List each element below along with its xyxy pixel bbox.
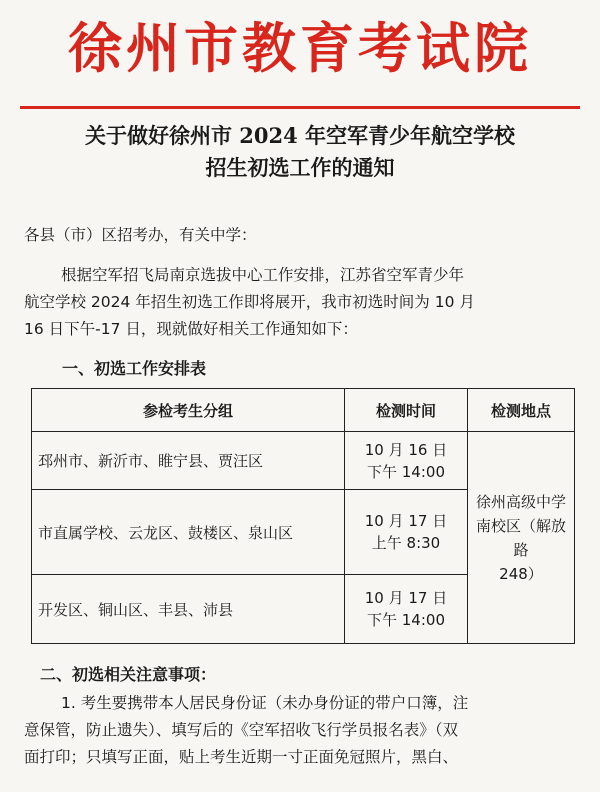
schedule-table xyxy=(31,388,575,644)
location-line-2: 南校区（解放路 xyxy=(475,516,566,559)
note-1-line-3: 面打印；只填写正面，贴上考生近期一寸正面免冠照片，黑白、 xyxy=(24,748,459,766)
row-date: 10 月 17 日 xyxy=(364,512,448,530)
intro-line-3: 16 日下午-17 日，现就做好相关工作通知如下： xyxy=(24,320,358,338)
row-date: 10 月 17 日 xyxy=(364,589,448,607)
notes-paragraph xyxy=(24,690,584,771)
document-title xyxy=(0,120,600,184)
section-1-heading: 一、初选工作安排表 xyxy=(62,359,207,378)
salutation: 各县（市）区招考办，有关中学： xyxy=(24,226,257,244)
table-row xyxy=(32,432,575,490)
title-line-1: 关于做好徐州市 2024 年空军青少年航空学校 xyxy=(84,123,516,148)
row-hour: 上午 8:30 xyxy=(371,534,441,552)
row-hour: 下午 14:00 xyxy=(367,462,445,481)
intro-line-1: 根据空军招飞局南京选拔中心工作安排，江苏省空军青少年 xyxy=(61,266,465,284)
note-1-line-2: 意保管，防止遗失）、填写后的《空军招收飞行学员报名表》（双 xyxy=(24,721,459,739)
row-time xyxy=(345,575,468,644)
title-line-2: 招生初选工作的通知 xyxy=(205,155,395,180)
row-group: 市直属学校、云龙区、鼓楼区、泉山区 xyxy=(32,490,345,575)
header-time: 检测时间 xyxy=(345,389,468,432)
letterhead-divider xyxy=(20,106,580,109)
row-time xyxy=(345,490,468,575)
row-group: 邳州市、新沂市、睢宁县、贾汪区 xyxy=(32,432,345,490)
location-cell xyxy=(468,432,575,644)
row-group: 开发区、铜山区、丰县、沛县 xyxy=(32,575,345,644)
row-date: 10 月 16 日 xyxy=(364,440,448,459)
intro-line-2: 航空学校 2024 年招生初选工作即将展开，我市初选时间为 10 月 xyxy=(24,293,475,311)
note-1-line-1: 1. 考生要携带本人居民身份证（未办身份证的带户口簿，注 xyxy=(61,694,469,712)
letterhead xyxy=(0,8,600,88)
location-line-3: 248） xyxy=(499,564,543,583)
row-time xyxy=(345,432,468,490)
header-location: 检测地点 xyxy=(468,389,575,432)
org-name: 徐州市教育考试院 xyxy=(68,16,532,80)
table-header-row xyxy=(32,389,575,432)
row-hour: 下午 14:00 xyxy=(367,611,445,629)
section-2-heading: 二、初选相关注意事项： xyxy=(40,665,217,684)
intro-paragraph xyxy=(24,262,584,343)
location-line-1: 徐州高级中学 xyxy=(475,492,566,511)
header-group: 参检考生分组 xyxy=(32,389,345,432)
